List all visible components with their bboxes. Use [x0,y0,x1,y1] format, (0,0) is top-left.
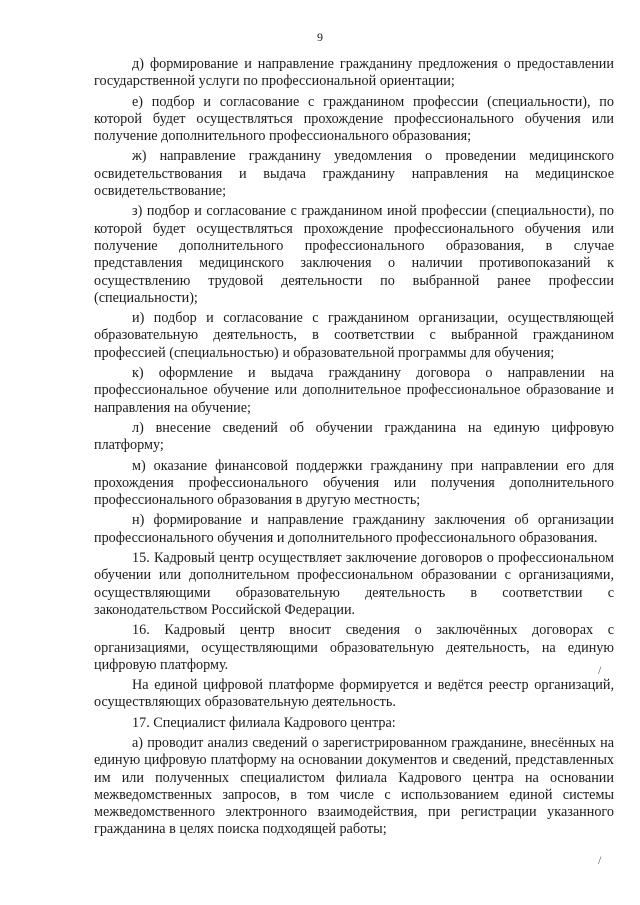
paragraph-k: к) оформление и выдача гражданину договора о направлении на профессиональное обучение или дополнительное профессиональное образование и направления на обучение; [94,365,614,416]
section-16: 16. Кадровый центр вносит сведения о заключённых договорах с организациями, осуществляющими образовательную деятельность, на единую цифровую платформу. [94,622,614,673]
scan-mark: / [598,663,602,677]
paragraph-a: а) проводит анализ сведений о зарегистрированном гражданине, внесённых на единую цифровую платформу на основании документов и сведений, представленных им или полученных специалистом филиала Кадрового центра на основании межведомственных запросов, в том числе с использованием единой системы межведомственного электронного взаимодействия, при регистрации указанного гражданина в целях поиска подходящей работы; [94,734,614,838]
document-body [94,56,614,842]
scan-mark: / [598,853,602,867]
paragraph-m: м) оказание финансовой поддержки гражданину при направлении его для прохождения профессионального обучения или получения дополнительного профессионального образования в другую местность; [94,457,614,509]
page-number: 9 [317,30,323,44]
paragraph-zh: ж) направление гражданину уведомления о проведении медицинского освидетельствования и выдача гражданину направления на медицинское освидетельствование; [94,148,614,200]
registry-paragraph: На единой цифровой платформе формируется и ведётся реестр организаций, осуществляющих образовательную деятельность. [94,677,614,711]
paragraph-d: д) формирование и направление гражданину предложения о предоставлении государственной услуги по профессиональной ориентации; [94,56,614,90]
paragraph-n: н) формирование и направление гражданину заключения об организации профессионального обучения и дополнительного профессионального образования. [94,512,614,546]
section-15: 15. Кадровый центр осуществляет заключение договоров о профессиональном обучении или дополнительном профессиональном образовании с организациями, осуществляющими образовательную деятельность в соответствии с законодательством Российской Федерации. [94,550,614,618]
paragraph-e: е) подбор и согласование с гражданином профессии (специальности), по которой будет осуществляться прохождение профессионального обучения или получение дополнительного профессионального образования; [94,93,614,145]
paragraph-i: и) подбор и согласование с гражданином организации, осуществляющей образовательную деятельность, в соответствии с выбранной гражданином профессией (специальностью) и образовательной программы для обучения; [94,310,614,361]
paragraph-l: л) внесение сведений об обучении гражданина на единую цифровую платформу; [94,419,614,454]
section-17: 17. Специалист филиала Кадрового центра: [132,714,396,731]
paragraph-z: з) подбор и согласование с гражданином иной профессии (специальности), по которой будет осуществляться прохождение профессионального обучения или получение дополнительного профессионального образования, в случае представления медицинского заключения о наличии противопоказаний к осуществлению трудовой деятельности по выбранной ранее профессии (специальности); [94,203,614,306]
